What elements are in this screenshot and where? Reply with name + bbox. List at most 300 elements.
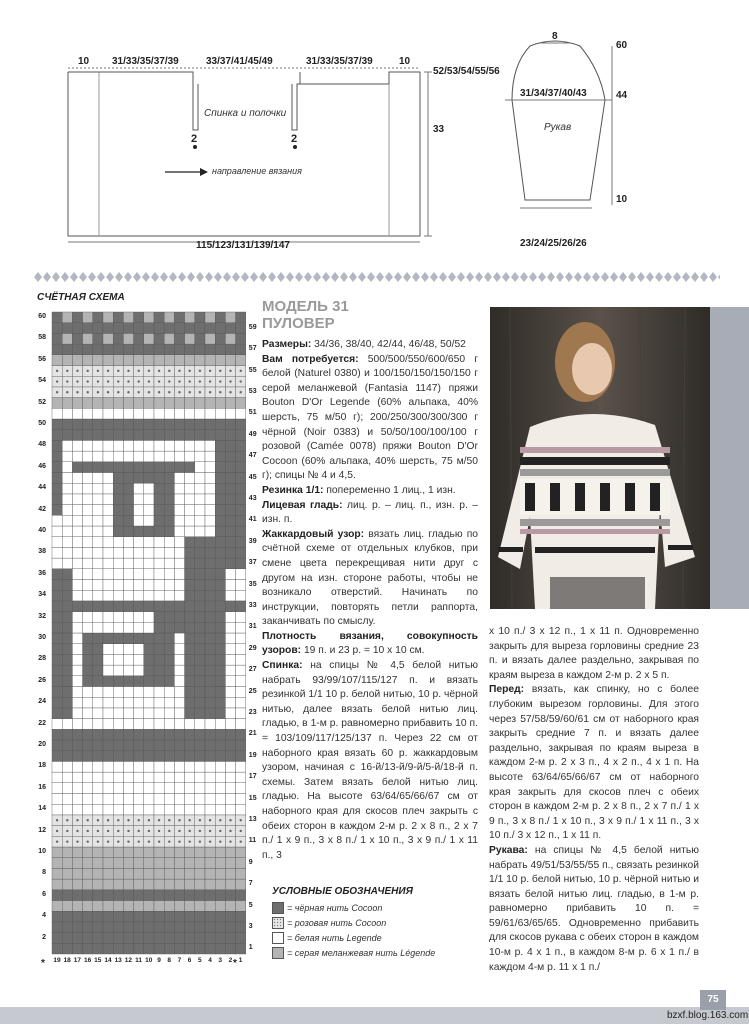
chart-cell [113,462,123,473]
chart-cell [123,794,133,805]
chart-cell [225,708,235,719]
chart-cell [225,558,235,569]
chart-cell [123,847,133,858]
chart-cell [72,890,82,901]
chart-cell [164,494,174,505]
chart-cell [164,569,174,580]
chart-cell [185,483,195,494]
chart-cell [83,687,93,698]
chart-cell [144,483,154,494]
chart-cell [123,526,133,537]
pink-dot-mark [168,391,170,393]
chart-cell [215,654,225,665]
chart-cell [215,794,225,805]
chart-cell [236,697,246,708]
chart-cell [236,473,246,484]
chart-cell [174,890,184,901]
front-label: Перед: [489,684,525,696]
chart-cell [195,708,205,719]
chart-cell [154,547,164,558]
row-number: 9 [248,858,253,866]
chart-cell [123,911,133,922]
chart-cell [164,451,174,462]
chart-cell [195,772,205,783]
chart-cell [174,355,184,366]
chart-cell [113,901,123,912]
chart-cell [144,901,154,912]
chart-cell [134,440,144,451]
chart-cell [93,430,103,441]
chart-cell [205,451,215,462]
chart-cell [72,323,82,334]
chart-cell [236,494,246,505]
chart-cell [62,858,72,869]
chart-cell [205,901,215,912]
chart-cell [93,333,103,344]
pink-dot-mark [56,391,58,393]
chart-cell [52,922,62,933]
chart-cell [225,333,235,344]
pink-dot-mark [117,819,119,821]
pink-dot-mark [66,830,68,832]
chart-cell [83,569,93,580]
chart-cell [164,761,174,772]
chart-cell [195,858,205,869]
chart-cell [113,323,123,334]
chart-cell [62,687,72,698]
chart-cell [225,868,235,879]
chart-cell [144,590,154,601]
pink-dot-mark [229,391,231,393]
chart-cell [205,408,215,419]
chart-cell [123,580,133,591]
chart-cell [52,323,62,334]
pink-dot-mark [107,370,109,372]
chart-cell [144,537,154,548]
pink-dot-mark [87,840,89,842]
pink-dot-mark [56,370,58,372]
chart-cell [144,943,154,954]
chart-cell [205,804,215,815]
chart-cell [113,879,123,890]
pink-dot-mark [117,391,119,393]
chart-cell [83,612,93,623]
chart-cell [185,858,195,869]
pink-dot-mark [107,391,109,393]
chart-cell [205,580,215,591]
chart-cell [93,515,103,526]
pink-dot-mark [117,370,119,372]
pink-dot-mark [178,380,180,382]
chart-cell [164,794,174,805]
chart-cell [154,687,164,698]
chart-cell [83,312,93,323]
pink-dot-mark [209,391,211,393]
chart-cell [225,719,235,730]
row-number: 58 [38,334,46,342]
chart-cell [164,922,174,933]
chart-cell [144,515,154,526]
chart-cell [195,569,205,580]
chart-cell [93,751,103,762]
chart-cell [144,761,154,772]
chart-cell [83,879,93,890]
chart-cell [205,644,215,655]
chart-cell [174,312,184,323]
chart-cell [144,558,154,569]
knitting-chart [38,310,257,972]
column-number: 6 [187,957,192,964]
chart-cell [236,708,246,719]
rib-text: попеременно 1 лиц., 1 изн. [323,484,456,496]
chart-cell [164,526,174,537]
chart-cell [205,858,215,869]
row-number: 60 [38,313,46,320]
row-number: 44 [38,484,46,492]
chart-cell [185,633,195,644]
chart-cell [93,772,103,783]
chart-cell [134,569,144,580]
chart-cell [154,943,164,954]
chart-cell [72,398,82,409]
chart-cell [134,804,144,815]
chart-cell [174,783,184,794]
chart-cell [205,333,215,344]
chart-cell [225,408,235,419]
chart-cell [225,654,235,665]
chart-cell [195,526,205,537]
chart-cell [144,751,154,762]
chart-cell [236,943,246,954]
chart-cell [195,697,205,708]
chart-cell [113,890,123,901]
chart-cell [236,558,246,569]
jacquard-text: вязать лиц. гладью по счётной схеме от отдельных клубков, при смене цвета перекрещивая нити друг с другом на изн. стороне работы, чтобы не возникало отверстий. Начинать по инструкции, повторять петли раппорта, заканчивать по смыслу. [262,528,478,628]
chart-cell [154,868,164,879]
chart-cell [123,922,133,933]
chart-cell [195,644,205,655]
chart-cell [164,462,174,473]
row-number: 21 [248,730,257,738]
chart-cell [236,794,246,805]
chart-cell [93,933,103,944]
row-number: 27 [248,666,257,674]
chart-cell [164,644,174,655]
chart-cell [83,740,93,751]
chart-cell [195,654,205,665]
side-color-bar [710,307,749,609]
pink-dot-mark [148,370,150,372]
chart-cell [52,462,62,473]
chart-cell [205,911,215,922]
chart-cell [62,622,72,633]
chart-cell [134,430,144,441]
row-number: 25 [248,687,257,695]
chart-cell [215,708,225,719]
chart-cell [93,676,103,687]
chart-cell [62,751,72,762]
row-number: 4 [42,912,46,920]
chart-cell [236,569,246,580]
chart-cell [72,665,82,676]
chart-cell [72,612,82,623]
chart-cell [144,612,154,623]
chart-cell [195,890,205,901]
row-number: 20 [38,741,46,748]
pink-dot-mark [97,380,99,382]
chart-cell [62,901,72,912]
chart-cell [123,890,133,901]
row-number: 47 [248,452,257,460]
chart-cell [154,847,164,858]
chart-cell [236,430,246,441]
chart-cell [83,333,93,344]
column-number: 8 [167,957,171,964]
chart-cell [93,890,103,901]
chart-cell [144,462,154,473]
pink-dot-mark [189,840,191,842]
chart-cell [52,879,62,890]
chart-cell [103,537,113,548]
chart-cell [83,911,93,922]
chart-cell [154,526,164,537]
pink-dot-mark [219,819,221,821]
chart-cell [144,697,154,708]
chart-cell [154,355,164,366]
rib-label: Резинка 1/1: [262,484,324,496]
chart-cell [236,911,246,922]
chart-cell [195,601,205,612]
chart-cell [123,398,133,409]
gauge-text: 19 п. и 23 р. = 10 х 10 см. [301,645,425,657]
pink-dot-mark [240,391,242,393]
chart-cell [93,654,103,665]
row-number: 36 [38,569,46,577]
chart-cell [215,633,225,644]
chart-cell [164,601,174,612]
chart-cell [72,868,82,879]
column-number: 12 [124,957,132,964]
chart-cell [113,858,123,869]
pink-dot-mark [87,391,89,393]
chart-cell [113,612,123,623]
row-number: 31 [248,623,257,631]
pink-dot-mark [148,840,150,842]
chart-cell [185,922,195,933]
chart-cell [72,419,82,430]
chart-cell [236,398,246,409]
chart-cell [215,355,225,366]
chart-cell [195,761,205,772]
chart-cell [93,505,103,516]
chart-cell [225,772,235,783]
chart-cell [52,804,62,815]
chart-cell [225,430,235,441]
chart-cell [225,419,235,430]
chart-cell [83,868,93,879]
chart-cell [62,355,72,366]
chart-cell [144,355,154,366]
chart-cell [236,590,246,601]
chart-cell [144,772,154,783]
legend-white [272,932,382,944]
chart-cell [72,794,82,805]
chart-cell [205,922,215,933]
chart-cell [144,708,154,719]
chart-cell [144,323,154,334]
chart-cell [174,740,184,751]
chart-cell [52,483,62,494]
chart-cell [62,408,72,419]
chart-cell [195,344,205,355]
chart-cell [195,547,205,558]
chart-cell [113,494,123,505]
row-number: 38 [38,548,46,556]
row-number: 22 [38,719,46,727]
chart-cell [236,879,246,890]
chart-cell [52,847,62,858]
column-number: 3 [218,957,222,964]
chart-cell [185,729,195,740]
chart-cell [174,847,184,858]
pink-dot-mark [209,380,211,382]
chart-cell [62,654,72,665]
pink-dot-mark [107,830,109,832]
pink-dot-mark [66,391,68,393]
chart-cell [215,419,225,430]
pink-dot-mark [107,819,109,821]
chart-cell [205,494,215,505]
row-number: 34 [38,591,46,599]
chart-cell [174,697,184,708]
legend-pink [272,917,386,929]
chart-cell [205,933,215,944]
pink-dot-mark [178,830,180,832]
chart-cell [185,344,195,355]
chart-cell [62,665,72,676]
chart-cell [52,890,62,901]
chart-cell [174,943,184,954]
row-number: 26 [38,676,46,684]
chart-cell [164,719,174,730]
chart-cell [154,451,164,462]
chart-cell [185,547,195,558]
chart-cell [195,451,205,462]
chart-cell [195,440,205,451]
dim-right-10: 10 [399,56,411,67]
chart-cell [123,537,133,548]
chart-cell [123,943,133,954]
chart-cell [72,558,82,569]
pink-dot-mark [66,370,68,372]
chart-cell [93,868,103,879]
chart-cell [62,708,72,719]
chart-cell [174,654,184,665]
chart-cell [134,719,144,730]
row-number: 12 [38,826,46,834]
chart-cell [164,751,174,762]
chart-cell [103,697,113,708]
pink-dot-mark [158,840,160,842]
chart-cell [174,505,184,516]
chart-cell [215,312,225,323]
chart-cell [144,344,154,355]
pink-dot-mark [158,380,160,382]
chart-cell [225,729,235,740]
chart-cell [154,408,164,419]
column-number: 19 [53,957,61,964]
pink-dot-mark [66,380,68,382]
chart-cell [123,676,133,687]
chart-cell [103,687,113,698]
chart-cell [236,676,246,687]
chart-cell [83,440,93,451]
chart-cell [134,344,144,355]
chart-cell [205,473,215,484]
chart-cell [103,430,113,441]
chart-cell [225,665,235,676]
chart-cell [103,612,113,623]
chart-cell [72,879,82,890]
chart-cell [215,505,225,516]
chart-cell [225,473,235,484]
chart-cell [195,515,205,526]
column-number: 5 [197,957,202,964]
dim-sleeve-upper: 44 [616,90,628,101]
chart-cell [52,451,62,462]
chart-cell [205,505,215,516]
chart-cell [164,580,174,591]
chart-cell [225,794,235,805]
chart-cell [103,858,113,869]
chart-cell [72,676,82,687]
chart-cell [205,943,215,954]
chart-cell [62,868,72,879]
chart-cell [185,740,195,751]
chart-cell [154,719,164,730]
chart-cell [113,505,123,516]
chart-cell [225,483,235,494]
row-number: 24 [38,698,46,706]
chart-cell [113,355,123,366]
pink-dot-mark [107,380,109,382]
chart-cell [195,719,205,730]
chart-cell [215,729,225,740]
chart-cell [144,569,154,580]
chart-cell [62,419,72,430]
row-number: 45 [248,473,257,481]
dim-body-height: 33 [433,124,445,135]
chart-cell [225,537,235,548]
chart-cell [113,408,123,419]
chart-cell [52,526,62,537]
pink-dot-mark [97,819,99,821]
chart-cell [236,323,246,334]
pink-dot-mark [117,840,119,842]
chart-cell [154,697,164,708]
chart-cell [103,772,113,783]
chart-cell [113,665,123,676]
chart-cell [215,580,225,591]
chart-cell [144,847,154,858]
chart-cell [83,408,93,419]
column-number: 11 [135,957,143,964]
chart-cell [195,462,205,473]
pink-dot-mark [178,819,180,821]
chart-cell [195,494,205,505]
chart-cell [113,515,123,526]
row-number: 30 [38,634,46,641]
